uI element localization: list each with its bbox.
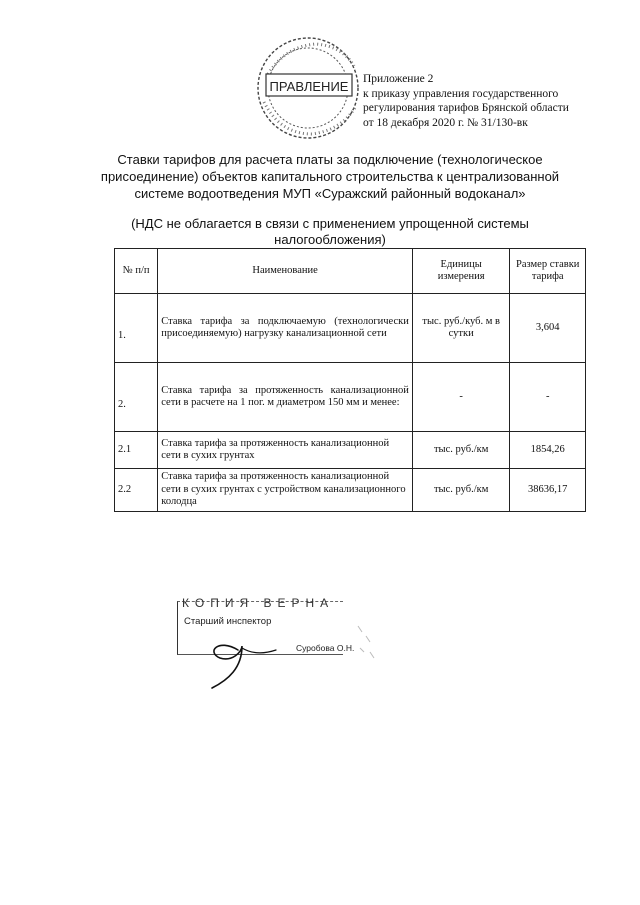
document-title — [100, 151, 560, 202]
vat-line-2: налогообложения) — [274, 232, 386, 247]
header-value: Размер ставки тарифа — [510, 249, 586, 294]
vat-note — [130, 216, 530, 248]
row-value: 38636,17 — [510, 469, 586, 512]
row-value: 3,604 — [510, 294, 586, 363]
table-header-row — [115, 249, 586, 294]
row-num: 2.1 — [115, 432, 158, 469]
header-num: № п/п — [115, 249, 158, 294]
table-row — [115, 469, 586, 512]
appendix-line-1: Приложение 2 — [363, 73, 434, 85]
vat-line-1: (НДС не облагается в связи с применением упрощенной системы — [131, 216, 529, 231]
row-name: Ставка тарифа за протяженность канализационной сети в сухих грунтах с устройством канализационного колодца — [158, 469, 413, 512]
row-unit: - — [412, 363, 510, 432]
appendix-line-2: к приказу управления государственного — [363, 87, 559, 100]
certification-header: КОПИЯ ВЕРНА — [182, 596, 335, 610]
table-row — [115, 432, 586, 469]
signer-name: Суробова О.Н. — [296, 643, 355, 653]
row-value: - — [510, 363, 586, 432]
row-unit: тыс. руб./км — [412, 469, 510, 512]
row-unit: тыс. руб./куб. м в сутки — [412, 294, 510, 363]
table-row — [115, 363, 586, 432]
round-stamp — [246, 36, 370, 140]
title-line-2: присоединение) объектов капитального строительства к централизованной — [100, 169, 560, 184]
row-name: Ставка тарифа за подключаемую (технологически присоединяемую) нагрузку канализационной сети — [158, 294, 413, 363]
row-num: 2. — [115, 363, 158, 432]
row-name: Ставка тарифа за протяженность канализационной сети в сухих грунтах — [158, 432, 413, 469]
appendix-line-4: от 18 декабря 2020 г. № 31/130-вк — [363, 116, 528, 129]
header-name: Наименование — [158, 249, 413, 294]
signer-role: Старший инспектор — [184, 616, 272, 627]
faded-marks — [352, 622, 378, 662]
row-name: Ставка тарифа за протяженность канализационной сети в расчете на 1 пог. м диаметром 150 мм и менее: — [158, 363, 413, 432]
title-line-1: Ставки тарифов для расчета платы за подключение (технологическое — [117, 152, 543, 167]
appendix-line-3: регулирования тарифов Брянской области — [363, 102, 569, 114]
stamp-center-text: ПРАВЛЕНИЕ — [269, 79, 349, 94]
handwritten-signature — [198, 628, 278, 690]
tariff-table — [114, 248, 586, 512]
header-unit: Единицы измерения — [412, 249, 510, 294]
row-value: 1854,26 — [510, 432, 586, 469]
title-line-3: системе водоотведения МУП «Суражский районный водоканал» — [134, 186, 526, 201]
row-num: 2.2 — [115, 469, 158, 512]
table-row — [115, 294, 586, 363]
row-num: 1. — [115, 294, 158, 363]
appendix-reference — [363, 72, 633, 130]
row-unit: тыс. руб./км — [412, 432, 510, 469]
